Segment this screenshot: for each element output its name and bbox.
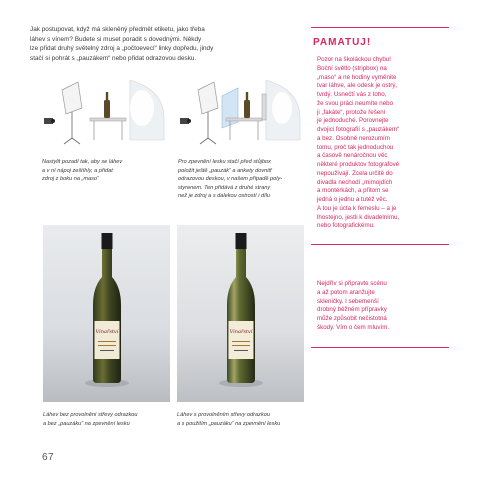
sidebar-line: divadla nechodí „mimojdích [317, 178, 393, 186]
intro-paragraph [30, 25, 302, 63]
svg-text:Vinařství: Vinařství [95, 329, 119, 335]
sidebar-line: lhostejno, jestli k divadelnímu, [317, 213, 400, 221]
sidebar-top-rule [311, 27, 449, 28]
sidebar-line: jedná o jednu a tutéž věc. [317, 196, 388, 203]
caption-line: odrazovou deskou, v našem případě poly- [178, 176, 283, 183]
sidebar-line: nebo fotografickému. [317, 222, 375, 230]
caption-line: než je zdroj a s dalekou ostrostí i dílu [178, 193, 271, 200]
sidebar-line: A tou je úcta k řemeslu – a je [317, 204, 397, 212]
caption-line: a bez „pauzáku“ na zpevnění lesku [43, 420, 130, 427]
wine-bottle-photo-right [177, 225, 304, 402]
caption-line: zdroj z boku na „maso“ [42, 176, 99, 183]
svg-text:Vinařství: Vinařství [229, 329, 253, 335]
tip-line: Nejdřív si připravte scénu [317, 280, 387, 287]
photo-caption-right [177, 411, 280, 428]
sidebar-line: tvrdý. Usnečtí vás z toho, [317, 91, 387, 98]
sidebar-line: ji „fakáte“, protože řešení [317, 108, 386, 116]
photo-caption-left [43, 411, 138, 428]
diagram-caption-right [178, 158, 282, 201]
caption-line: Nastylit pozadí tak, aby se láhev [42, 159, 123, 165]
intro-line: stačí si pohrát s „pauzákem“ nebo přidat odrazovou desku. [30, 54, 197, 62]
sidebar-line: Boční světlo (stripbox) na [317, 64, 387, 72]
sidebar-divider [311, 244, 449, 245]
caption-line: a s použitím „pauzáku“ na zpevnění lesku [177, 420, 281, 427]
sidebar-line: že svou práci neumíte nebo [317, 99, 394, 107]
tip-line: škody. Vím o čem mluvím. [317, 323, 390, 331]
sidebar-title: PAMATUJ! [313, 37, 372, 48]
intro-line: láhev s vínem? Budete si muset poradit s dovednými. Někdy [30, 35, 202, 43]
sidebar-bottom-rule [311, 347, 449, 348]
sidebar-line: nepoužívají. Zcela určitě do [317, 169, 393, 177]
caption-line: a v ní nápoj zeštíhly, a přidat [42, 167, 113, 174]
caption-line: Láhev bez provolnění střevy odrazkou [43, 412, 138, 418]
page-number: 67 [42, 452, 55, 463]
caption-line: styrenem. Ten přidává z druhé strany [178, 184, 271, 191]
sidebar-line: „maso“ a ne hodiny vyměnite [317, 73, 397, 81]
lighting-diagram-left [42, 78, 167, 148]
sidebar-tip [311, 280, 389, 333]
sidebar-line: některé produktov fotografové [317, 161, 400, 168]
tip-line: může způsobit nečistotná [317, 315, 387, 322]
caption-line: položit ještě „pauzák“ a ankety dovnitř [178, 167, 272, 174]
intro-line: Jak postupovat, když má skleněný předmět etiketu, jako třeba [30, 26, 205, 33]
caption-line: Pro zpevnění lesku stačí před stůjbox [178, 159, 271, 165]
tip-line: drobný běžném přípravky [317, 306, 387, 314]
wine-bottle-photo-left [43, 225, 170, 402]
tip-line: skleničky. I sebemenší [317, 297, 379, 305]
sidebar-line: a časově nenáročnou věc [317, 152, 388, 160]
sidebar-line: tomu, proč tak jednoduchou [317, 143, 394, 151]
sidebar-line: Pozor na školáckou chybu! [317, 56, 391, 63]
sidebar-text [311, 56, 399, 231]
caption-line: Láhev s provolněním střevy odrazkou [177, 412, 270, 418]
reflector-board-icon [262, 94, 266, 120]
sidebar-line: a montérkách, a přitom se [317, 187, 389, 195]
sidebar-line: je jednoduché. Porovnejte [317, 117, 389, 125]
sidebar-line: tvar láhve, ale odesk je ostrý, [317, 82, 398, 90]
sidebar-line: dvojici fotografií s „pauzákem“ [317, 126, 400, 133]
lighting-diagram-right [178, 78, 303, 148]
sidebar-line: a bez. Osobně nerozumím [317, 134, 390, 142]
tip-line: a až potom aranžujte [317, 288, 375, 296]
diagram-caption-left [42, 158, 122, 184]
intro-line: lze přidat druhý světelný zdroj a „počtoevecí“ linky dopředu, jindy [30, 45, 214, 53]
